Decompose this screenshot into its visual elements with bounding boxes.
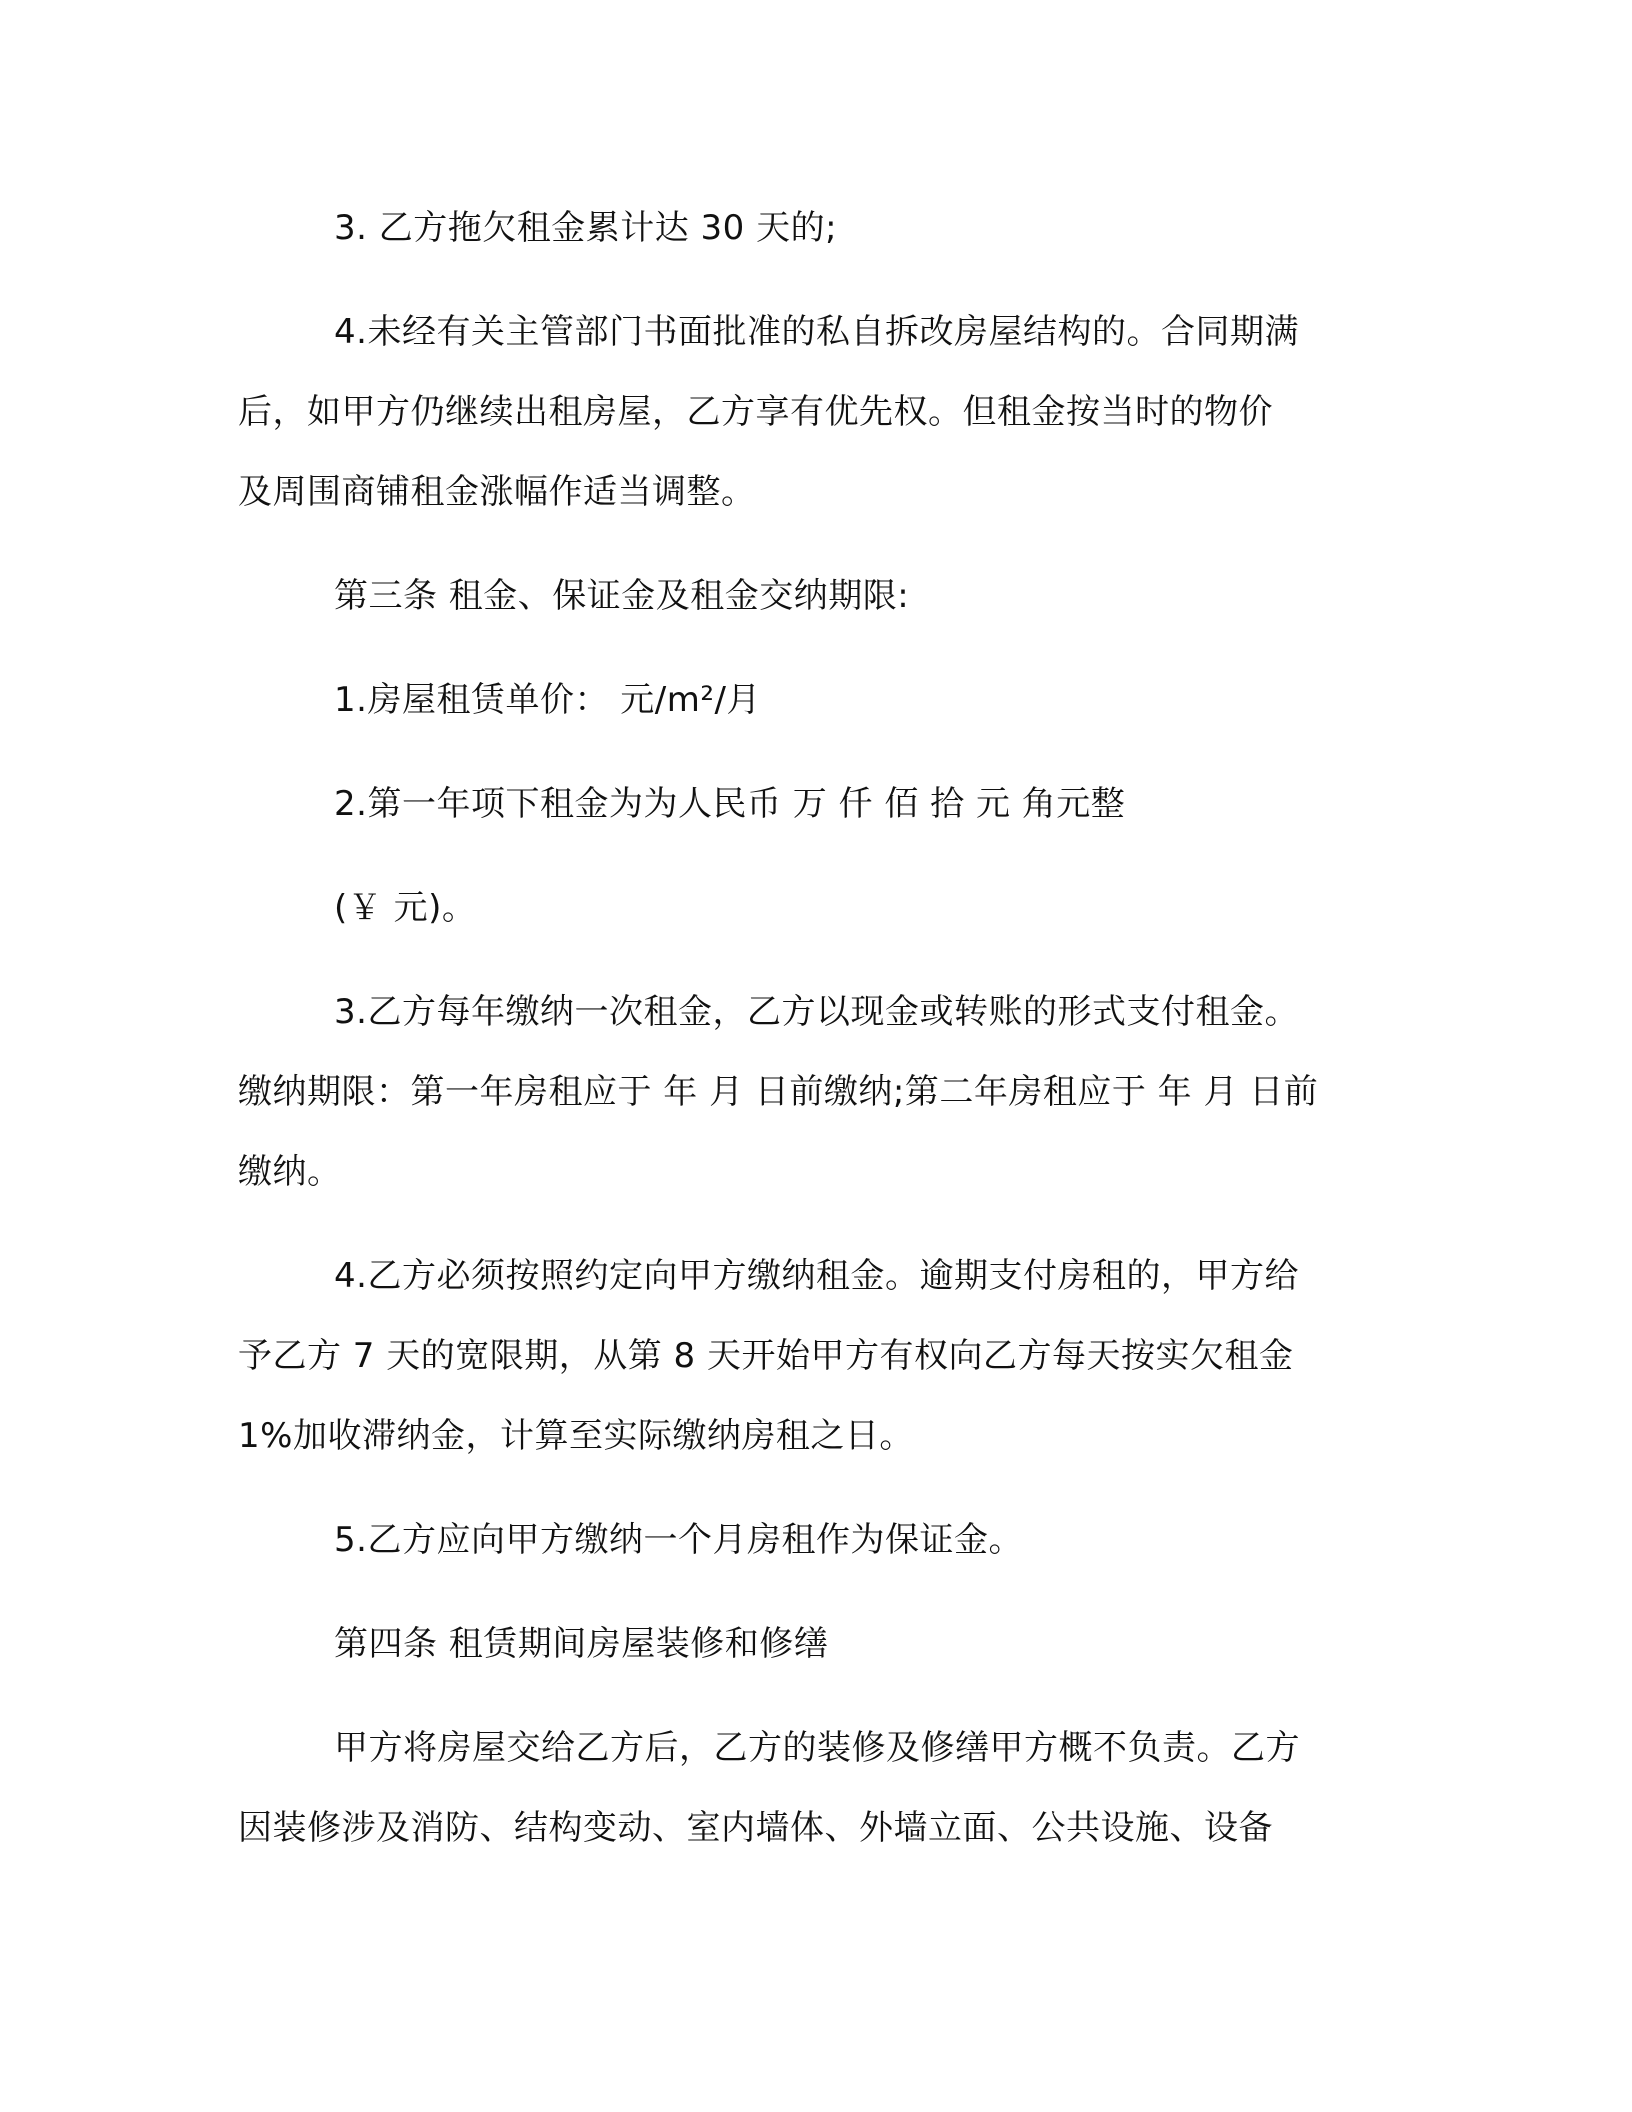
section-heading: 第四条 租赁期间房屋装修和修缮 xyxy=(334,1624,829,1664)
section-heading: 第三条 租金、保证金及租金交纳期限: xyxy=(334,576,910,616)
paragraph-line: 3.乙方每年缴纳一次租金，乙方以现金或转账的形式支付租金。 xyxy=(334,992,1299,1032)
paragraph-line: (￥ 元)。 xyxy=(334,888,477,928)
paragraph-line: 甲方将房屋交给乙方后，乙方的装修及修缮甲方概不负责。乙方 xyxy=(334,1728,1300,1768)
paragraph-line: 2.第一年项下租金为为人民币 万 仟 佰 拾 元 角元整 xyxy=(334,784,1126,824)
paragraph-line: 5.乙方应向甲方缴纳一个月房租作为保证金。 xyxy=(334,1520,1023,1560)
paragraph-line: 因装修涉及消防、结构变动、室内墙体、外墙立面、公共设施、设备 xyxy=(238,1808,1273,1848)
paragraph-line: 缴纳期限：第一年房租应于 年 月 日前缴纳;第二年房租应于 年 月 日前 xyxy=(238,1072,1319,1112)
paragraph-line: 及周围商铺租金涨幅作适当调整。 xyxy=(238,472,756,512)
paragraph-line: 1.房屋租赁单价： 元/m²/月 xyxy=(334,680,761,720)
paragraph-line: 缴纳。 xyxy=(238,1152,342,1192)
paragraph-line: 予乙方 7 天的宽限期，从第 8 天开始甲方有权向乙方每天按实欠租金 xyxy=(238,1336,1294,1376)
paragraph-line: 3. 乙方拖欠租金累计达 30 天的; xyxy=(334,208,838,248)
paragraph-line: 4.未经有关主管部门书面批准的私自拆改房屋结构的。合同期满 xyxy=(334,312,1299,352)
paragraph-line: 1%加收滞纳金，计算至实际缴纳房租之日。 xyxy=(238,1416,914,1456)
paragraph-line: 后，如甲方仍继续出租房屋，乙方享有优先权。但租金按当时的物价 xyxy=(238,392,1273,432)
paragraph-line: 4.乙方必须按照约定向甲方缴纳租金。逾期支付房租的，甲方给 xyxy=(334,1256,1299,1296)
document-body xyxy=(238,188,1378,1868)
